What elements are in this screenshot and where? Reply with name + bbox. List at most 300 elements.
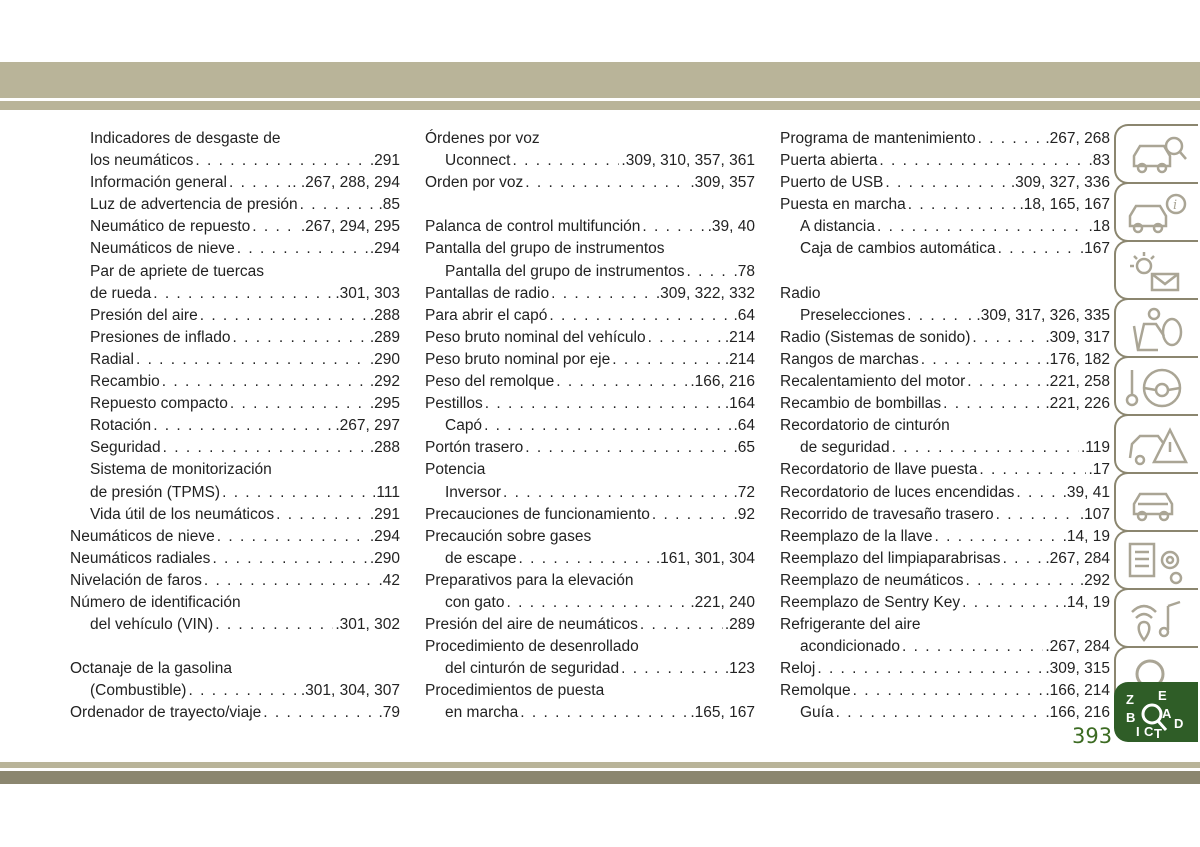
entry-pages[interactable]: .267, 268: [1045, 130, 1110, 147]
entry-pages[interactable]: .221, 240: [690, 593, 755, 611]
entry-term: Órdenes por voz: [425, 130, 540, 147]
index-entry: [780, 238, 1110, 260]
dot-leader: [551, 283, 654, 305]
index-column-2: [425, 128, 755, 725]
index-entry: [425, 504, 755, 526]
dot-leader: [136, 349, 368, 371]
entry-term: Recordatorio de llave puesta: [780, 461, 978, 479]
airbag-seat-icon: [1124, 306, 1190, 354]
entry-term: Recambio de bombillas: [780, 395, 942, 413]
entry-term: Recorrido de travesaño trasero: [780, 505, 994, 523]
entry-term: Vida útil de los neumáticos: [90, 505, 275, 523]
entry-pages[interactable]: .288: [369, 306, 400, 324]
tab-vehicle-overview[interactable]: [1114, 124, 1198, 184]
dot-leader: [642, 216, 705, 238]
dot-leader: [512, 150, 619, 172]
warning-lights-message-icon: [1124, 248, 1190, 296]
index-entry: [780, 526, 1110, 548]
index-entry: [70, 194, 400, 216]
entry-pages[interactable]: .309, 327, 336: [1010, 174, 1110, 192]
entry-pages[interactable]: .166, 216: [1045, 704, 1110, 722]
index-entry: [780, 216, 1110, 238]
entry-term: Presión del aire: [90, 306, 198, 324]
multimedia-icon: [1124, 596, 1190, 644]
index-entry: [425, 393, 755, 415]
entry-term: de rueda: [90, 284, 152, 302]
index-entry: [780, 636, 1110, 658]
car-service-icon: [1124, 480, 1190, 528]
index-entry: [425, 172, 755, 194]
entry-term: de seguridad: [800, 439, 890, 457]
index-entry: [70, 150, 400, 172]
dot-leader: [195, 150, 367, 172]
entry-term: los neumáticos: [90, 152, 194, 170]
dot-leader: [998, 238, 1078, 260]
entry-term: del vehículo (VIN): [90, 616, 214, 634]
entry-pages[interactable]: .290: [369, 350, 400, 368]
entry-pages[interactable]: .79: [378, 704, 400, 722]
entry-term: Preparativos para la elevación: [425, 571, 634, 589]
dot-leader: [612, 349, 723, 371]
entry-pages[interactable]: .111: [372, 483, 400, 501]
entry-pages[interactable]: .309, 315: [1045, 660, 1110, 678]
entry-term: con gato: [445, 593, 505, 611]
index-entry: [425, 614, 755, 636]
dot-leader: [652, 504, 732, 526]
entry-term: Peso bruto nominal del vehículo: [425, 328, 646, 346]
index-entry: [780, 570, 1110, 592]
car-info-icon: [1124, 190, 1190, 238]
index-entry: [70, 459, 400, 481]
entry-term: Presiones de inflado: [90, 328, 231, 346]
entry-term: Capó: [445, 417, 483, 435]
entry-pages[interactable]: .83: [1088, 152, 1110, 170]
entry-term: Peso bruto nominal por eje: [425, 350, 611, 368]
entry-pages[interactable]: .18: [1088, 218, 1110, 236]
entry-pages[interactable]: .301, 302: [335, 616, 400, 634]
index-entry: [70, 305, 400, 327]
entry-pages[interactable]: .267, 297: [335, 417, 400, 435]
index-entry: [70, 172, 400, 194]
entry-term: Refrigerante del aire: [780, 616, 921, 634]
car-hazard-icon: [1124, 422, 1190, 470]
index-entry: [780, 194, 1110, 216]
entry-term: Recordatorio de luces encendidas: [780, 483, 1015, 501]
index-letter-t: T: [1154, 726, 1162, 740]
index-entry: [70, 327, 400, 349]
index-entry: [780, 172, 1110, 194]
entry-pages[interactable]: .291: [369, 152, 400, 170]
index-entry: [70, 238, 400, 260]
dot-leader: [908, 194, 1018, 216]
entry-term: Puerto de USB: [780, 174, 884, 192]
entry-term: Nivelación de faros: [70, 571, 202, 589]
entry-term: Programa de mantenimiento: [780, 130, 976, 147]
index-entry: [425, 150, 755, 172]
entry-pages[interactable]: .166, 216: [690, 373, 755, 391]
dot-leader: [885, 172, 1008, 194]
index-entry: [70, 614, 400, 636]
index-entry: [780, 371, 1110, 393]
entry-pages[interactable]: .221, 258: [1045, 373, 1110, 391]
index-entry: [780, 658, 1110, 680]
entry-term: Par de apriete de tuercas: [90, 262, 265, 280]
entry-pages[interactable]: .167: [1079, 240, 1110, 258]
tab-vehicle-info[interactable]: [1114, 182, 1198, 242]
maintenance-gear-icon: [1124, 538, 1190, 586]
entry-term: Potencia: [425, 461, 486, 479]
index-entry: [70, 548, 400, 570]
entry-pages[interactable]: .64: [733, 306, 755, 324]
dot-leader: [230, 393, 368, 415]
entry-pages[interactable]: .78: [733, 262, 755, 280]
index-entry: [425, 570, 755, 592]
entry-term: Inversor: [445, 483, 501, 501]
index-letter-c: C: [1144, 724, 1154, 739]
entry-term: de escape: [445, 549, 517, 567]
dot-leader: [836, 702, 1044, 724]
entry-pages[interactable]: .65: [733, 439, 755, 457]
entry-pages[interactable]: .309, 357: [690, 174, 755, 192]
index-entry: [425, 128, 755, 150]
entry-term: (Combustible): [90, 682, 187, 700]
index-entry: [70, 702, 400, 724]
dot-leader: [232, 327, 367, 349]
dot-leader: [188, 680, 298, 702]
dot-leader: [237, 238, 368, 260]
index-entry: [70, 349, 400, 371]
entry-pages[interactable]: . .309, 317, 326, 335: [967, 306, 1110, 324]
entry-pages[interactable]: .301, 304, 307: [300, 682, 400, 700]
index-entry: [780, 548, 1110, 570]
entry-pages[interactable]: .18, 165, 167: [1019, 196, 1110, 214]
dot-leader: [212, 548, 367, 570]
entry-term: Reemplazo de Sentry Key: [780, 593, 961, 611]
dot-leader: [996, 504, 1078, 526]
dot-leader: [204, 570, 377, 592]
entry-pages[interactable]: .39, 41: [1062, 483, 1110, 501]
entry-pages[interactable]: .294: [369, 527, 400, 545]
dot-leader: [902, 636, 1043, 658]
dot-leader: [640, 614, 723, 636]
index-entry: [780, 680, 1110, 702]
index-gap: [70, 636, 400, 658]
dot-leader: [817, 658, 1043, 680]
car-search-icon: [1124, 132, 1190, 180]
entry-pages[interactable]: .85: [378, 196, 400, 214]
index-entry: [425, 238, 755, 260]
tab-safety[interactable]: [1114, 298, 1198, 358]
dot-leader: [252, 216, 299, 238]
index-gap: [780, 261, 1110, 283]
entry-pages[interactable]: .17: [1088, 461, 1110, 479]
dot-leader: [935, 526, 1061, 548]
index-entry: [425, 459, 755, 481]
entry-pages[interactable]: .292: [1079, 571, 1110, 589]
dot-leader: [300, 194, 377, 216]
entry-pages[interactable]: .214: [724, 350, 755, 368]
index-entry: [425, 437, 755, 459]
entry-term: Guía: [800, 704, 834, 722]
entry-pages[interactable]: .176, 182: [1045, 350, 1110, 368]
dot-leader: [621, 658, 723, 680]
entry-term: Radio (Sistemas de sonido): [780, 328, 971, 346]
page-number: 393: [1072, 724, 1113, 748]
entry-term: A distancia: [800, 218, 875, 236]
index-entry: [780, 150, 1110, 172]
entry-pages[interactable]: .14, 19: [1062, 527, 1110, 545]
tab-specifications[interactable]: [1114, 530, 1198, 590]
index-entry: [425, 548, 755, 570]
index-entry: [425, 283, 755, 305]
dot-leader: [162, 371, 368, 393]
dot-leader: [520, 702, 688, 724]
dot-leader: [966, 570, 1078, 592]
index-letter-i: I: [1136, 724, 1140, 739]
entry-term: Reemplazo de neumáticos: [780, 571, 964, 589]
entry-term: Rangos de marchas: [780, 350, 919, 368]
index-column-1: [70, 128, 400, 725]
dot-leader: [519, 548, 654, 570]
dot-leader: [222, 482, 370, 504]
dot-leader: [276, 504, 368, 526]
tab-warning-lights[interactable]: [1114, 240, 1198, 300]
tab-driving[interactable]: [1114, 356, 1198, 416]
entry-pages[interactable]: .164: [724, 395, 755, 413]
dot-leader: [879, 150, 1086, 172]
dot-leader: [506, 592, 688, 614]
entry-pages[interactable]: .289: [724, 616, 755, 634]
entry-pages[interactable]: .119: [1080, 439, 1110, 457]
entry-pages[interactable]: .267, 284: [1045, 638, 1110, 656]
index-entry: [70, 680, 400, 702]
entry-term: Pantalla del grupo de instrumentos: [445, 262, 685, 280]
entry-term: Pestillos: [425, 395, 483, 413]
header-rule: [0, 101, 1200, 110]
entry-term: Peso del remolque: [425, 373, 555, 391]
index-entry: [425, 658, 755, 680]
entry-pages[interactable]: .267, 294, 295: [300, 218, 400, 236]
index-entry: [70, 283, 400, 305]
entry-term: Palanca de control multifunción: [425, 218, 641, 236]
entry-term: Seguridad: [90, 439, 161, 457]
entry-term: Presión del aire de neumáticos: [425, 616, 638, 634]
index-entry: [780, 614, 1110, 636]
index-entry: [425, 371, 755, 393]
footer-rule: [0, 762, 1200, 768]
index-entry: [780, 702, 1110, 724]
entry-term: Octanaje de la gasolina: [70, 660, 233, 678]
entry-pages[interactable]: .161, 301, 304: [655, 549, 755, 567]
entry-term: Reemplazo de la llave: [780, 527, 933, 545]
dot-leader: [153, 283, 333, 305]
steering-wheel-icon: [1124, 364, 1190, 412]
dot-leader: [200, 305, 368, 327]
entry-term: Neumáticos radiales: [70, 549, 211, 567]
index-entry: [780, 327, 1110, 349]
entry-pages[interactable]: .292: [369, 373, 400, 391]
entry-pages[interactable]: .291: [369, 505, 400, 523]
entry-pages[interactable]: .123: [724, 660, 755, 678]
index-entry: [780, 437, 1110, 459]
index-entry: [425, 305, 755, 327]
index-letter-e: E: [1158, 690, 1167, 703]
index-entry: [780, 305, 1110, 327]
entry-pages[interactable]: .165, 167: [690, 704, 755, 722]
dot-leader: [503, 482, 731, 504]
entry-term: Pantallas de radio: [425, 284, 550, 302]
entry-term: Número de identificación: [70, 593, 241, 611]
index-entry: [425, 482, 755, 504]
footer-band: [0, 771, 1200, 784]
entry-term: Orden por voz: [425, 174, 524, 192]
entry-pages[interactable]: .295: [369, 395, 400, 413]
entry-pages[interactable]: .39, 40: [707, 218, 755, 236]
entry-pages[interactable]: .221, 226: [1045, 395, 1110, 413]
index-entry: [70, 128, 400, 150]
entry-pages[interactable]: .72: [733, 483, 755, 501]
index-entry: [425, 702, 755, 724]
entry-pages[interactable]: .42: [378, 571, 400, 589]
dot-leader: [892, 437, 1079, 459]
index-entry: [780, 283, 1110, 305]
entry-pages[interactable]: .309, 317: [1045, 328, 1110, 346]
tab-alphabetical-index[interactable]: [1114, 682, 1198, 742]
entry-term: Rotación: [90, 417, 152, 435]
entry-pages[interactable]: .309, 310, 357, 361: [621, 152, 755, 170]
entry-term: Reloj: [780, 660, 816, 678]
index-entry: [425, 526, 755, 548]
dot-leader: [967, 371, 1043, 393]
entry-term: Recordatorio de cinturón: [780, 417, 950, 435]
dot-leader: [229, 172, 290, 194]
index-gap: [425, 194, 755, 216]
entry-term: Neumático de repuesto: [90, 218, 251, 236]
dot-leader: [215, 614, 333, 636]
entry-pages[interactable]: .267, 284: [1045, 549, 1110, 567]
entry-term: Recalentamiento del motor: [780, 373, 966, 391]
index-letter-d: D: [1174, 716, 1184, 731]
dot-leader: [687, 261, 732, 283]
index-entry: [780, 349, 1110, 371]
index-entry: [780, 128, 1110, 150]
index-entry: [780, 459, 1110, 481]
index-entry: [70, 371, 400, 393]
entry-pages[interactable]: .107: [1079, 505, 1110, 523]
entry-term: Repuesto compacto: [90, 395, 228, 413]
index-column-3: [780, 128, 1110, 725]
entry-term: Precauciones de funcionamiento: [425, 505, 650, 523]
entry-pages[interactable]: .294: [369, 240, 400, 258]
entry-pages[interactable]: .166, 214: [1045, 682, 1110, 700]
entry-term: Recambio: [90, 373, 160, 391]
index-entry: [425, 636, 755, 658]
entry-pages[interactable]: .14, 19: [1062, 593, 1110, 611]
dot-leader: [1003, 548, 1044, 570]
index-entry: [425, 680, 755, 702]
dot-leader: [853, 680, 1044, 702]
tab-emergency[interactable]: [1114, 414, 1198, 474]
index-entry: [780, 592, 1110, 614]
index-entry: [425, 415, 755, 437]
index-entry: [70, 216, 400, 238]
entry-term: Uconnect: [445, 152, 511, 170]
index-entry: [780, 393, 1110, 415]
dot-leader: [485, 393, 723, 415]
dot-leader: [525, 172, 688, 194]
entry-term: Sistema de monitorización: [90, 461, 272, 479]
dot-leader: [907, 305, 966, 327]
dot-leader: [263, 702, 376, 724]
index-entry: [780, 482, 1110, 504]
entry-pages[interactable]: .214: [724, 328, 755, 346]
dot-leader: [962, 592, 1061, 614]
dot-leader: [943, 393, 1043, 415]
index-entry: [70, 658, 400, 680]
index-entry: [70, 437, 400, 459]
entry-term: Radio: [780, 284, 821, 302]
index-entry: [70, 482, 400, 504]
entry-term: Preselecciones: [800, 306, 906, 324]
dot-leader: [153, 415, 333, 437]
index-letter-z: Z: [1126, 692, 1134, 707]
entry-pages[interactable]: .64: [733, 417, 755, 435]
dot-leader: [217, 526, 368, 548]
tab-servicing[interactable]: [1114, 472, 1198, 532]
tab-multimedia[interactable]: [1114, 588, 1198, 648]
dot-leader: [163, 437, 368, 459]
dot-leader: [978, 128, 1044, 150]
index-entry: [70, 570, 400, 592]
entry-term: Luz de advertencia de presión: [90, 196, 298, 214]
entry-term: Caja de cambios automática: [800, 240, 996, 258]
index-entry: [70, 415, 400, 437]
entry-term: Puesta en marcha: [780, 196, 906, 214]
entry-pages[interactable]: . .267, 288, 294: [292, 174, 400, 192]
entry-term: Para abrir el capó: [425, 306, 548, 324]
entry-pages[interactable]: .288: [369, 439, 400, 457]
index-entry: [70, 504, 400, 526]
entry-term: Pantalla del grupo de instrumentos: [425, 240, 665, 258]
entry-term: acondicionado: [800, 638, 900, 656]
entry-pages[interactable]: .290: [369, 549, 400, 567]
dot-leader: [979, 459, 1086, 481]
dot-leader: [648, 327, 723, 349]
dot-leader: [525, 437, 731, 459]
index-entry: [425, 261, 755, 283]
entry-pages[interactable]: .309, 322, 332: [655, 284, 755, 302]
entry-term: Indicadores de desgaste de: [90, 130, 281, 147]
entry-term: Radial: [90, 350, 134, 368]
entry-pages[interactable]: .92: [733, 505, 755, 523]
entry-term: Procedimiento de desenrollado: [425, 638, 639, 656]
index-entry: [780, 504, 1110, 526]
entry-term: Reemplazo del limpiaparabrisas: [780, 549, 1001, 567]
index-entry: [70, 261, 400, 283]
entry-term: en marcha: [445, 704, 519, 722]
index-entry: [70, 526, 400, 548]
dot-leader: [877, 216, 1086, 238]
dot-leader: [1016, 482, 1060, 504]
index-entry: [425, 216, 755, 238]
entry-pages[interactable]: .301, 303: [335, 284, 400, 302]
index-letter-a: A: [1162, 706, 1172, 721]
index-entry: [70, 393, 400, 415]
header-band: [0, 62, 1200, 98]
svg-text:i: i: [1173, 198, 1178, 213]
entry-pages[interactable]: .289: [369, 328, 400, 346]
dot-leader: [972, 327, 1043, 349]
